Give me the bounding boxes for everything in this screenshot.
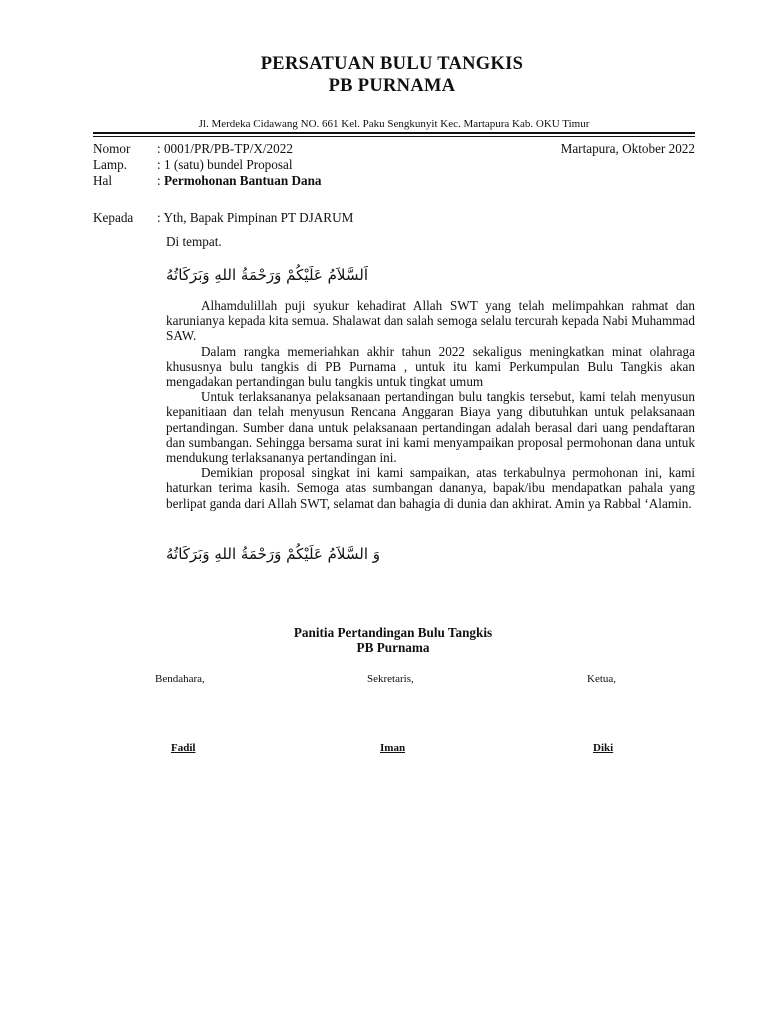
treasurer-role: Bendahara, <box>155 673 205 685</box>
header-rule-thin <box>93 136 695 137</box>
greeting-close: وَ السَّلاَمُ عَلَيْكُمْ وَرَحْمَةُ اللهِ وَبَرَكَاتُهُ <box>166 545 380 563</box>
hal-colon: : <box>157 173 164 188</box>
letter-body <box>166 298 695 511</box>
lamp-value: : 1 (satu) bundel Proposal <box>157 157 293 172</box>
club-name: PB PURNAMA <box>328 76 456 96</box>
chair-name: Diki <box>593 742 614 754</box>
kepada-label: Kepada <box>93 210 134 225</box>
org-name: PERSATUAN BULU TANGKIS <box>260 54 524 74</box>
place-date: Martapura, Oktober 2022 <box>560 141 695 156</box>
header-rule-thick <box>93 132 695 134</box>
nomor-value: : 0001/PR/PB-TP/X/2022 <box>157 141 293 156</box>
di-tempat: Di tempat. <box>166 234 222 249</box>
paragraph-4: Demikian proposal singkat ini kami sampaikan, atas terkabulnya permohonan ini, kami haturkan terima kasih. Semoga atas sumbangan dananya, bapak/ibu mendapatkan pahala yang berlipat ganda dari Allah SWT, selamat dan bahagia di dunia dan akhirat. Amin ya Rabbal ‘Alamin. <box>166 465 695 511</box>
paragraph-2: Dalam rangka memeriahkan akhir tahun 2022 sekaligus meningkatkan minat olahraga khususnya bulu tangkis di PB Purnama , untuk itu kami Perkumpulan Bulu Tangkis akan mengadakan pertandingan bulu tangkis untuk tingkat umum <box>166 343 695 390</box>
secretary-name: Iman <box>380 742 406 754</box>
hal-value-wrap <box>157 173 322 189</box>
committee-line-2: PB Purnama <box>356 640 430 655</box>
hal-label: Hal <box>93 173 113 188</box>
nomor-label: Nomor <box>93 141 131 156</box>
address: Jl. Merdeka Cidawang NO. 661 Kel. Paku Sengkunyit Kec. Martapura Kab. OKU Timur <box>198 118 590 130</box>
kepada-value: : Yth, Bapak Pimpinan PT DJARUM <box>157 210 354 225</box>
paragraph-3: Untuk terlaksananya pelaksanaan pertandingan bulu tangkis tersebut, kami telah menyusun kepanitiaan dan telah menyusun Rencana Anggaran Biaya yang dibutuhkan untuk pelaksanaan pertandingan. Sumber dana untuk pelaksanaan pertandingan adalah berasal dari uang pendaftaran dan sumbangan. Sehingga bersama surat ini kami menyampaikan proposal permohonan dana untuk mendukung terlaksananya pertandingan ini. <box>166 389 695 466</box>
treasurer-name: Fadil <box>171 742 196 754</box>
paragraph-1: Alhamdulillah puji syukur kehadirat Allah SWT yang telah melimpahkan rahmat dan karunianya kepada kita semua. Shalawat dan salah semoga selalu tercurah kepada Nabi Muhammad SAW. <box>166 298 695 344</box>
committee-line-1: Panitia Pertandingan Bulu Tangkis <box>293 625 493 640</box>
chair-role: Ketua, <box>587 673 617 685</box>
hal-value: Permohonan Bantuan Dana <box>163 173 322 188</box>
secretary-role: Sekretaris, <box>367 673 414 685</box>
greeting-open: اَلسَّلاَمُ عَلَيْكُمْ وَرَحْمَةُ اللهِ وَبَرَكَاتُهُ <box>166 266 368 284</box>
lamp-label: Lamp. <box>93 157 128 172</box>
